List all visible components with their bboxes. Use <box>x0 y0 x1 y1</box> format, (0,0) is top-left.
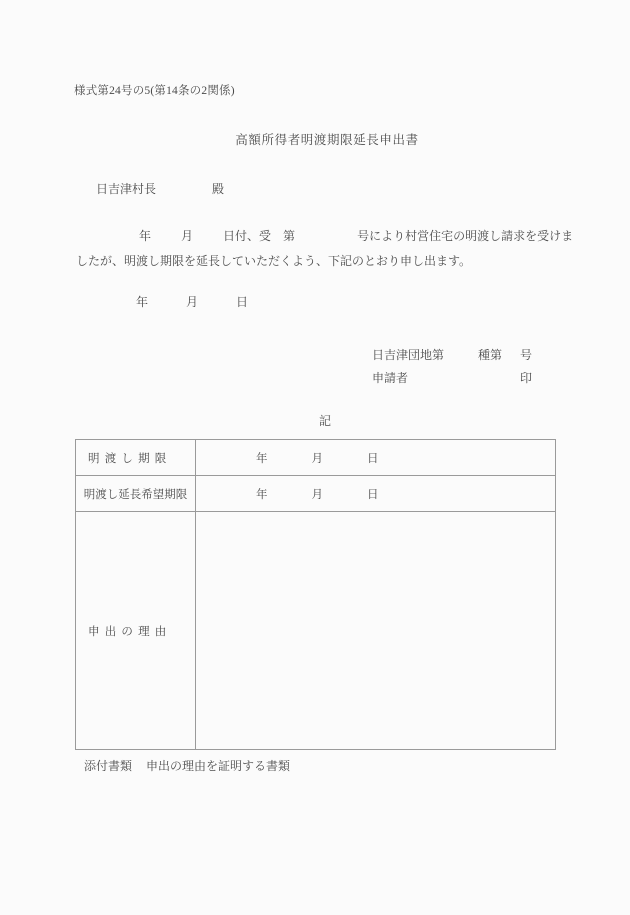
ki-marker: 記 <box>318 414 331 428</box>
addressee-line <box>96 180 224 197</box>
attachment-label: 添付書類 <box>84 759 133 773</box>
addressee-name: 日吉津村長 <box>96 182 157 196</box>
form-number-header: 様式第24号の5(第14条の2関係) <box>74 85 235 97</box>
day-label: 日 <box>367 452 379 465</box>
body-year-blank: 年 <box>139 229 152 243</box>
table-row <box>76 440 556 476</box>
table-cell-label <box>76 476 196 512</box>
year-label: 年 <box>256 452 268 465</box>
reason-label: 申出の理由 <box>88 625 172 638</box>
document-title: 高額所得者明渡期限延長申出書 <box>235 133 419 147</box>
applicant-row <box>372 367 532 390</box>
eviction-deadline-date <box>196 450 555 466</box>
body-request-text: 号により村営住宅の明渡し請求を受けま <box>357 229 574 243</box>
table-row <box>76 512 556 750</box>
day-label: 日 <box>367 488 379 501</box>
table-cell-value[interactable] <box>196 440 556 476</box>
year-label: 年 <box>256 488 268 501</box>
reason-entry-area[interactable] <box>196 512 556 750</box>
estate-type-label: 種第 <box>478 348 503 362</box>
body-number-prefix: 第 <box>283 229 296 243</box>
applicant-label: 申請者 <box>372 371 409 385</box>
month-label: 月 <box>311 488 323 501</box>
table-row <box>76 476 556 512</box>
month-label: 月 <box>311 452 323 465</box>
body-line-1 <box>76 224 574 249</box>
eviction-deadline-label: 明渡し期限 <box>88 452 172 465</box>
attachment-text: 申出の理由を証明する書類 <box>146 759 291 773</box>
seal-mark: 印 <box>520 371 533 385</box>
addressee-honorific: 殿 <box>212 182 225 196</box>
body-day-receipt: 日付、受 <box>223 229 272 243</box>
body-paragraph <box>76 224 574 274</box>
date-year-label: 年 <box>136 295 149 309</box>
extension-request-deadline-label: 明渡し延長希望期限 <box>83 488 188 501</box>
submission-date-line <box>136 293 248 310</box>
table-cell-label <box>76 512 196 750</box>
body-line-2: したが、明渡し期限を延長していただくよう、下記のとおり申し出ます。 <box>76 254 472 268</box>
estate-label: 日吉津団地第 <box>372 348 445 362</box>
extension-request-date <box>196 486 555 502</box>
date-month-label: 月 <box>186 295 199 309</box>
table-cell-label <box>76 440 196 476</box>
applicant-block <box>372 344 532 390</box>
details-table <box>75 439 556 750</box>
estate-number-label: 号 <box>520 348 533 362</box>
body-month-blank: 月 <box>181 229 194 243</box>
estate-row <box>372 344 532 367</box>
table-cell-value[interactable] <box>196 476 556 512</box>
date-day-label: 日 <box>236 295 249 309</box>
attachment-note <box>84 757 290 774</box>
